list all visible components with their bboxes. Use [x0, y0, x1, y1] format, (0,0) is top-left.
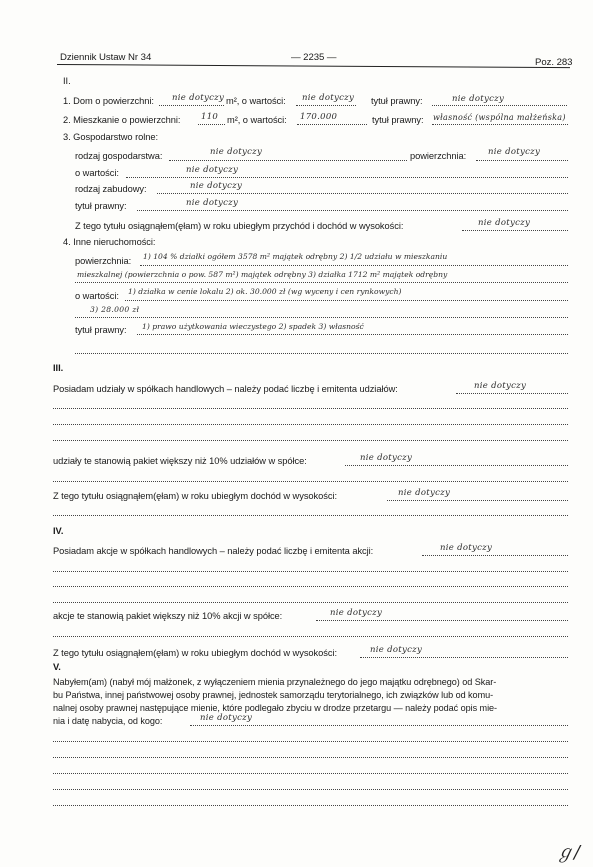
- section-5-heading: V.: [53, 662, 61, 672]
- apartment-area: 110: [201, 112, 219, 122]
- house-label: 1. Dom o powierzchni:: [63, 96, 154, 106]
- position-number: Poz. 283: [535, 57, 573, 68]
- apartment-area-field: [198, 124, 225, 125]
- other-area-field-2: [75, 282, 568, 283]
- stocks-line-2: [53, 571, 568, 572]
- stocks-value: nie dotyczy: [440, 543, 493, 553]
- shares-income: nie dotyczy: [398, 488, 451, 498]
- shares-packet-label: udziały te stanowią pakiet większy niż 10% udziałów w spółce:: [53, 456, 307, 466]
- other-value-field: [125, 300, 568, 301]
- farm-area-field: [476, 160, 568, 161]
- stocks-packet-field: [316, 620, 568, 621]
- shares-packet: nie dotyczy: [360, 453, 413, 463]
- farm-type-field: [169, 160, 407, 161]
- shares-line-2: [53, 408, 568, 409]
- farm-type: nie dotyczy: [210, 147, 263, 157]
- section-4-heading: IV.: [53, 526, 64, 536]
- farm-income: nie dotyczy: [478, 218, 531, 228]
- other-value-label: o wartości:: [75, 291, 119, 301]
- apartment-title-label: tytuł prawny:: [372, 115, 424, 125]
- shares-packet-field: [345, 465, 568, 466]
- stocks-income-label: Z tego tytułu osiągnąłem(ęłam) w roku ubiegłym dochód w wysokości:: [53, 648, 337, 658]
- farm-label: 3. Gospodarstwo rolne:: [63, 132, 159, 142]
- section-5-line-1: Nabyłem(am) (nabył mój małżonek, z wyłączeniem mienia przynależnego do jego majątku odrębnego) od Skar-: [53, 677, 497, 687]
- stocks-income: nie dotyczy: [370, 645, 423, 655]
- apartment-value-field: [297, 124, 367, 125]
- farm-income-field: [462, 230, 568, 231]
- house-title-field: [432, 105, 567, 106]
- house-title: nie dotyczy: [452, 94, 505, 104]
- other-title-label: tytuł prawny:: [75, 325, 127, 335]
- stocks-packet-label: akcje te stanowią pakiet większy niż 10% akcji w spółce:: [53, 611, 283, 621]
- other-value-line2: 3) 28.000 zł: [90, 305, 140, 314]
- shares-packet-line-2: [53, 481, 568, 482]
- other-area-line1: 1) 104 % działki ogółem 3578 m² majątek odrębny 2) 1/2 udziału w mieszkaniu: [143, 252, 448, 261]
- apartment-value: 170.000: [300, 112, 338, 122]
- farm-area-label: powierzchnia:: [410, 151, 467, 161]
- house-area-field: [159, 105, 224, 106]
- stocks-line-4: [53, 602, 568, 603]
- acquisition-line-3: [53, 757, 568, 758]
- acquisition-field: [190, 725, 568, 726]
- shares-field: [456, 393, 568, 394]
- shares-income-line-2: [53, 515, 568, 516]
- section-5-line-3: nalnej osoby prawnej następujące mienie, które podlegało zbyciu w drodze przetargu — należy podać opis mie-: [53, 703, 498, 713]
- stocks-field: [422, 555, 568, 556]
- section-5-line-4: nia i datę nabycia, od kogo:: [53, 716, 163, 726]
- other-title-field-2: [75, 353, 568, 354]
- farm-value-field: [126, 177, 568, 178]
- farm-value: nie dotyczy: [186, 165, 239, 175]
- farm-building-label: rodzaj zabudowy:: [75, 184, 147, 194]
- shares-line-3: [53, 424, 568, 425]
- shares-line-4: [53, 440, 568, 441]
- house-value-field: [296, 105, 356, 106]
- other-value-field-2: [75, 317, 568, 318]
- farm-title: nie dotyczy: [186, 198, 239, 208]
- apartment-label: 2. Mieszkanie o powierzchni:: [63, 115, 181, 125]
- farm-income-label: Z tego tytułu osiągnąłem(ęłam) w roku ubiegłym przychód i dochód w wysokości:: [75, 221, 404, 231]
- house-value: nie dotyczy: [302, 93, 355, 103]
- shares-income-label: Z tego tytułu osiągnąłem(ęłam) w roku ubiegłym dochód w wysokości:: [53, 491, 337, 501]
- shares-label: Posiadam udziały w spółkach handlowych – należy podać liczbę i emitenta udziałów:: [53, 384, 398, 394]
- other-title-field: [137, 334, 568, 335]
- other-area-label: powierzchnia:: [75, 256, 132, 266]
- farm-area: nie dotyczy: [488, 147, 541, 157]
- acquisition-line-6: [53, 805, 568, 806]
- signature-initials: ℊ/: [556, 842, 581, 863]
- section-5-line-2: bu Państwa, innej państwowej osoby prawnej, jednostek samorządu terytorialnego, ich związków lub od komu-: [53, 690, 494, 700]
- farm-value-label: o wartości:: [75, 168, 119, 178]
- acquisition-line-2: [53, 741, 568, 742]
- house-title-label: tytuł prawny:: [371, 96, 423, 106]
- other-title: 1) prawo użytkowania wieczystego 2) spadek 3) własność: [142, 322, 364, 331]
- header-rule: [57, 64, 570, 68]
- other-value-line1: 1) działka w cenie lokalu 2) ok. 30.000 zł (wg wyceny i cen rynkowych): [128, 287, 402, 296]
- stocks-label: Posiadam akcje w spółkach handlowych – należy podać liczbę i emitenta akcji:: [53, 546, 374, 556]
- farm-building: nie dotyczy: [190, 181, 243, 191]
- apartment-title: własność (wspólna małżeńska): [433, 113, 566, 122]
- apartment-unit-value-label: m², o wartości:: [227, 115, 287, 125]
- farm-building-field: [157, 193, 568, 194]
- section-3-heading: III.: [53, 363, 64, 373]
- shares-income-field: [387, 500, 568, 501]
- farm-title-field: [137, 210, 568, 211]
- page-number: — 2235 —: [291, 52, 337, 63]
- stocks-line-3: [53, 586, 568, 587]
- stocks-packet: nie dotyczy: [330, 608, 383, 618]
- journal-name: Dziennik Ustaw Nr 34: [60, 52, 152, 63]
- farm-type-label: rodzaj gospodarstwa:: [75, 151, 163, 161]
- apartment-title-field: [432, 124, 568, 125]
- other-property-label: 4. Inne nieruchomości:: [63, 237, 156, 247]
- section-2-heading: II.: [63, 76, 71, 86]
- farm-title-label: tytuł prawny:: [75, 201, 127, 211]
- acquisition-value: nie dotyczy: [200, 713, 253, 723]
- house-unit-value-label: m², o wartości:: [226, 96, 286, 106]
- other-area-field: [140, 265, 568, 266]
- acquisition-line-4: [53, 773, 568, 774]
- shares-value: nie dotyczy: [474, 381, 527, 391]
- other-area-line2: mieszkalnej (powierzchnia o pow. 587 m²) majątek odrębny 3) działka 1712 m² majątek odrębny: [77, 270, 448, 279]
- stocks-income-field: [360, 657, 568, 658]
- stocks-packet-line-2: [53, 636, 568, 637]
- house-area-value: nie dotyczy: [172, 93, 225, 103]
- acquisition-line-5: [53, 789, 568, 790]
